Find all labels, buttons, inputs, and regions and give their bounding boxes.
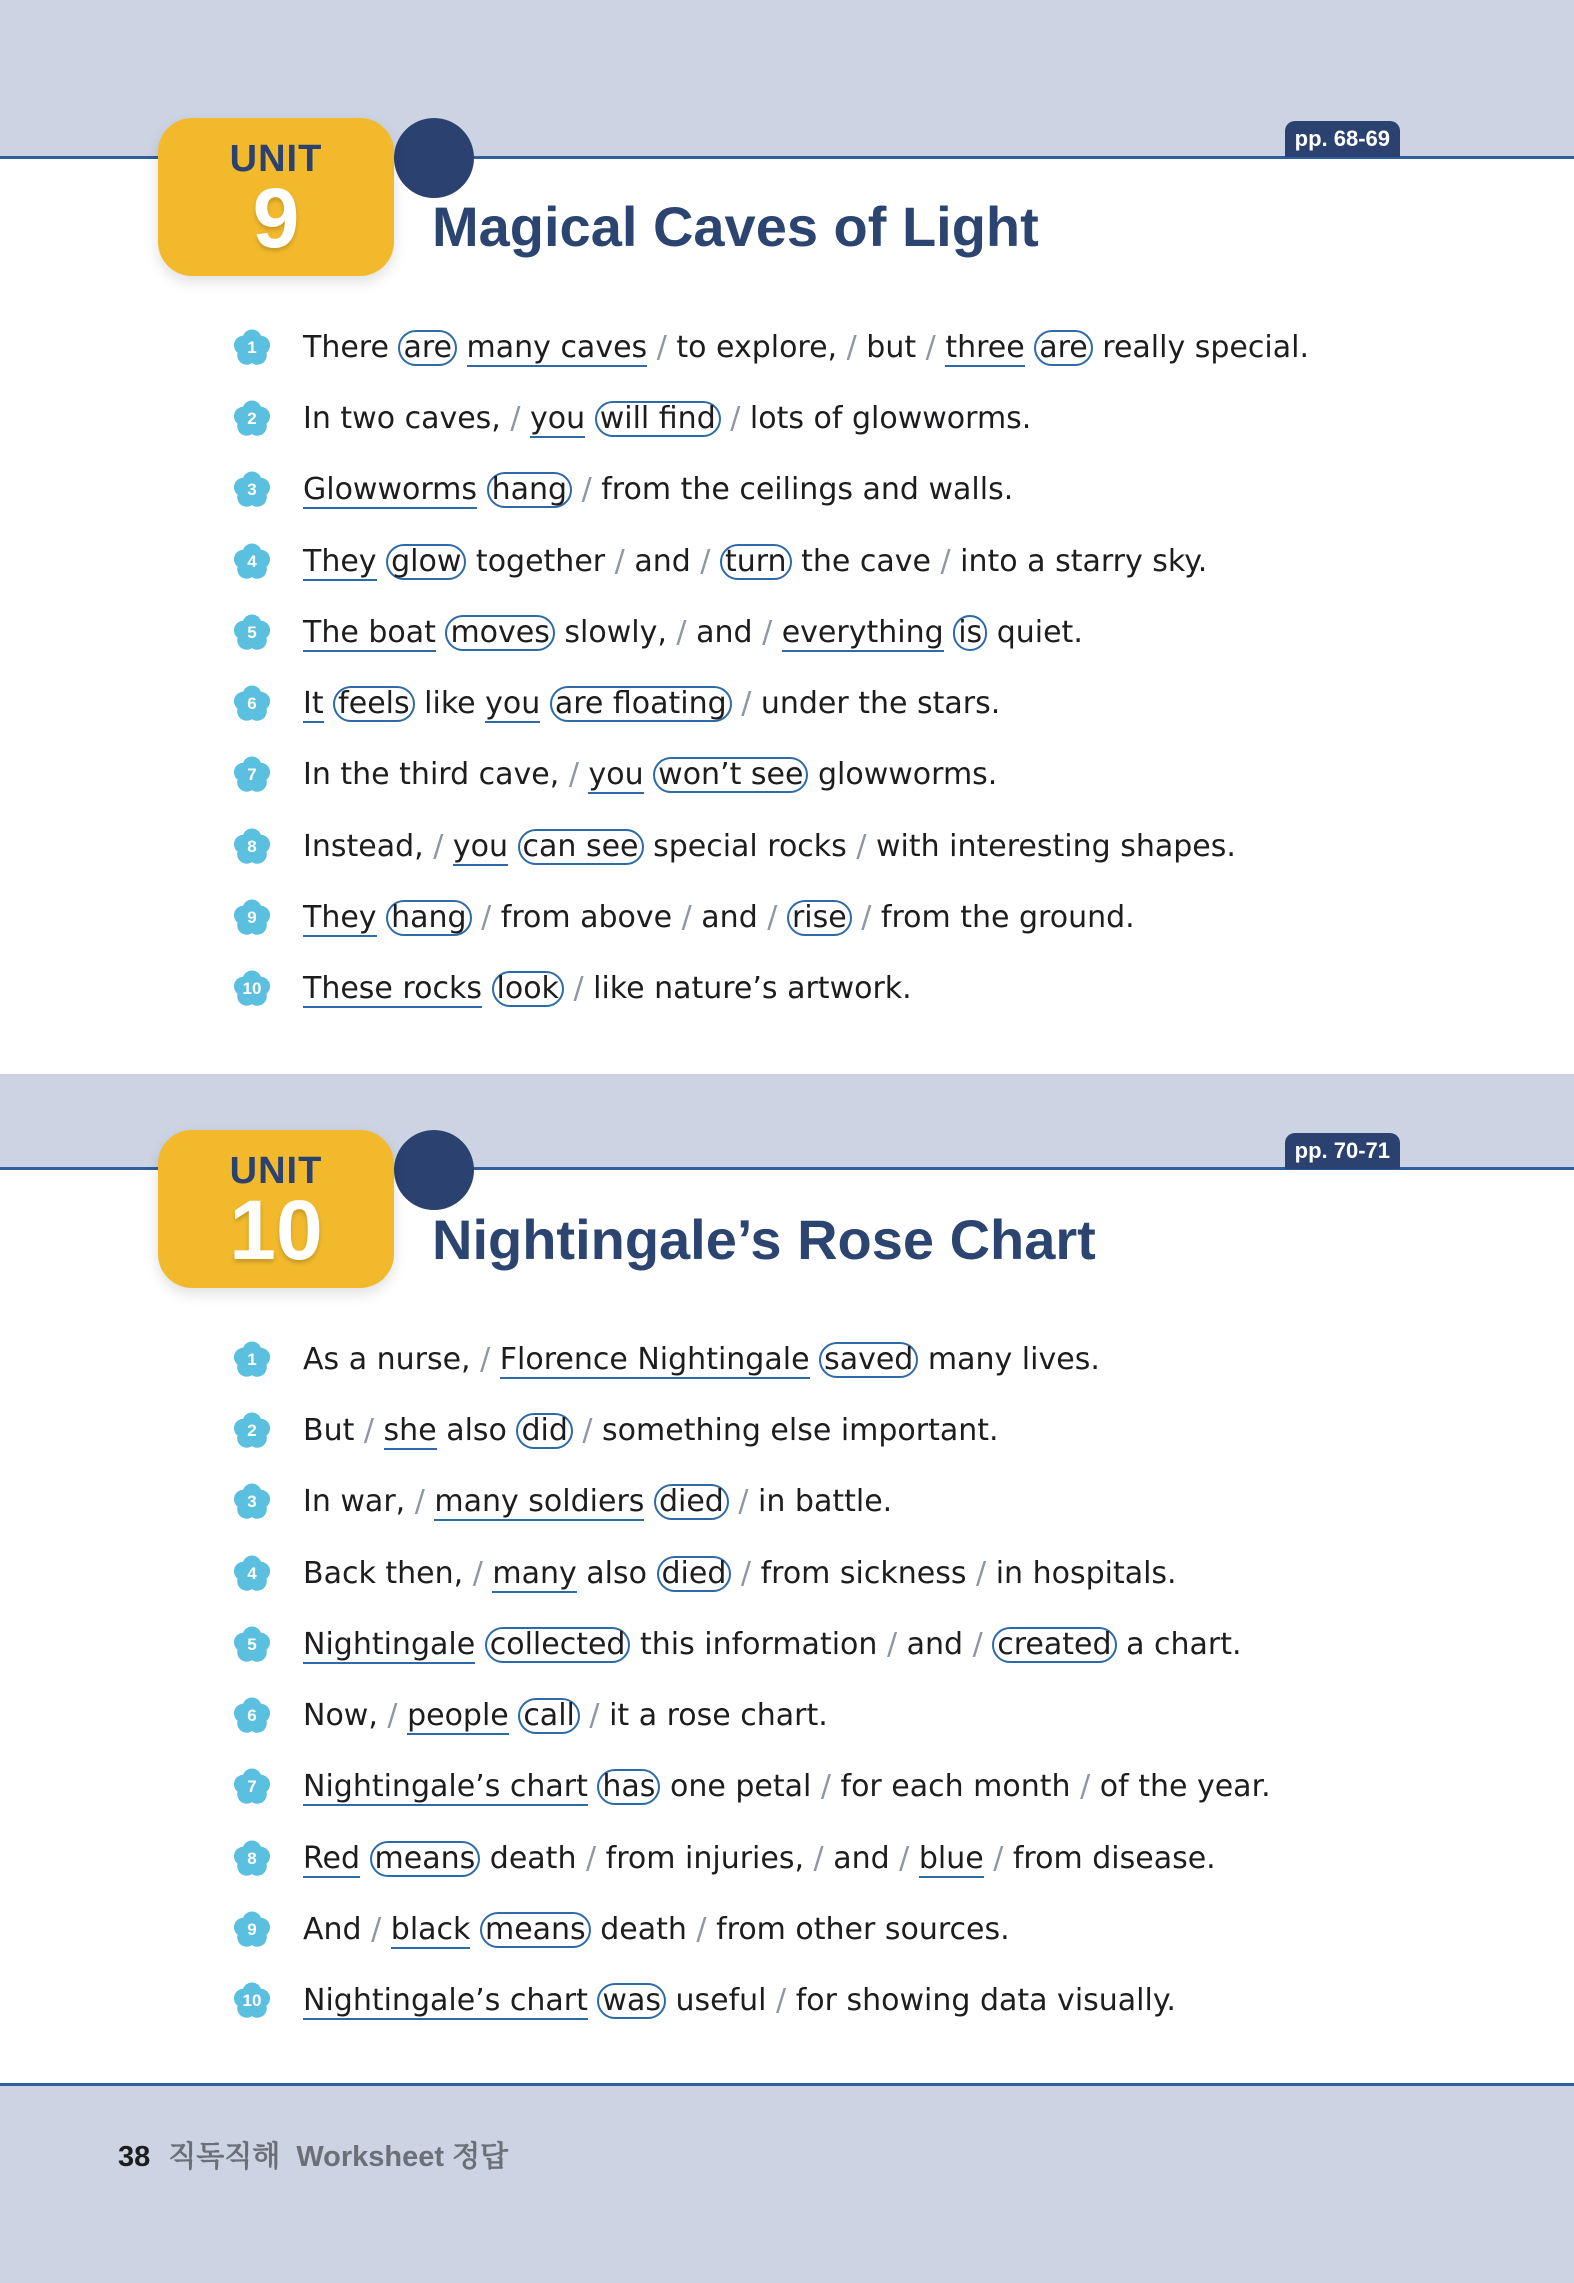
plain-text [540,684,550,724]
chunk-slash: / [752,614,782,650]
flower-number-icon [232,542,272,582]
plain-text: from sickness [760,1555,967,1591]
sentence-number: 5 [247,622,257,642]
subject-underline: three [945,329,1025,365]
plain-text: Back then, [303,1555,464,1591]
plain-text [457,328,467,368]
page-reference: pp. 70-71 [1285,1133,1400,1169]
sentence-number: 7 [247,1777,257,1797]
unit-10-badge [158,1130,394,1288]
plain-text [508,827,518,867]
page-footer [118,2134,508,2175]
verb-circle: died [657,1556,732,1592]
book-title: 직독직해 [168,2141,281,2173]
flower-number-icon [232,1981,272,2021]
unit-badge-box [158,1130,394,1288]
subject-underline: you [452,828,508,864]
sentence-number: 2 [247,408,257,428]
chunk-slash: / [731,1555,761,1591]
plain-text [588,1767,598,1807]
chunk-slash: / [966,1555,996,1591]
plain-text [585,399,595,439]
chunk-slash: / [889,1840,919,1876]
sentence-number: 8 [247,1848,257,1868]
sentence-number: 5 [247,1634,257,1654]
sentence-text [303,827,1236,867]
plain-text: There [303,329,399,365]
verb-circle: did [516,1413,572,1449]
subject-underline: everything [781,614,944,650]
subject-underline: Red [303,1840,360,1876]
plain-text [377,898,387,938]
flower-number-icon [232,1696,272,1736]
plain-text [360,1839,370,1879]
chunk-slash: / [470,1341,500,1377]
chunk-slash: / [766,1983,796,2019]
plain-text: it a rose chart. [609,1698,828,1734]
verb-circle: are [398,330,457,366]
flower-number-icon [232,898,272,938]
plain-text: glowworms. [808,757,998,793]
unit-number: 10 [229,1183,323,1277]
plain-text: really special. [1092,329,1309,365]
subject-underline: They [303,900,377,936]
plain-text: one petal [660,1769,812,1805]
chunk-slash: / [877,1626,907,1662]
chunk-slash: / [423,828,453,864]
chunk-slash: / [757,900,787,936]
plain-text: In two caves, [303,400,501,436]
chunk-slash: / [851,900,881,936]
flower-number-icon [232,1554,272,1594]
subject-underline: It [303,686,324,722]
chunk-slash: / [405,1484,435,1520]
verb-circle: hang [487,472,572,508]
unit-title: Magical Caves of Light [432,195,1039,258]
subject-underline: These rocks [303,971,482,1007]
sentence-text [303,1554,1177,1594]
subject-underline: Nightingale’s chart [303,1983,588,2019]
sentence-number: 4 [247,551,257,571]
chunk-slash: / [837,329,867,365]
flower-number-icon [232,755,272,795]
sentence-number: 3 [247,1492,257,1512]
verb-circle: has [597,1769,660,1805]
verb-circle: are [1034,330,1093,366]
page-reference: pp. 68-69 [1285,121,1400,157]
plain-text [588,1981,598,2021]
flower-number-icon [232,1767,272,1807]
verb-circle: turn [720,544,792,580]
plain-text: like nature’s artwork. [593,971,912,1007]
flower-number-icon [232,470,272,510]
sentence-text [303,399,1031,439]
plain-text: in hospitals. [995,1555,1177,1591]
plain-text: for each month [840,1769,1071,1805]
subject-underline: Florence Nightingale [499,1341,810,1377]
plain-text: special rocks [643,828,847,864]
plain-text [509,1696,519,1736]
verb-circle: feels [333,686,414,722]
flower-number-icon [232,328,272,368]
chunk-slash: / [572,1412,603,1448]
plain-text: something else important. [602,1412,999,1448]
plain-text [324,684,334,724]
flower-number-icon [232,613,272,653]
plain-text: and [906,1626,964,1662]
subject-underline: you [588,757,644,793]
sentence-number: 2 [247,1420,257,1440]
plain-text: a chart. [1116,1626,1242,1662]
sentence-number: 1 [247,1349,257,1369]
chunk-slash: / [579,1698,610,1734]
chunk-slash: / [728,1484,759,1520]
chunk-slash: / [811,1769,841,1805]
plain-text [477,470,487,510]
chunk-slash: / [605,543,635,579]
subject-underline: many [492,1555,577,1591]
plain-text: for showing data visually. [795,1983,1176,2019]
subject-underline: you [485,686,541,722]
sentence-text [303,898,1135,938]
flower-number-icon [232,1482,272,1522]
subject-underline: many soldiers [434,1484,645,1520]
unit-title: Nightingale’s Rose Chart [432,1208,1096,1271]
plain-text: from above [500,900,673,936]
verb-circle: means [370,1841,481,1877]
chunk-slash: / [500,400,531,436]
sentence-text [303,1910,1010,1950]
plain-text: and [696,614,753,650]
chunk-slash: / [672,900,702,936]
verb-circle: glow [386,544,466,580]
verb-circle: won’t see [653,757,808,793]
plain-text [810,1340,820,1380]
unit-label: UNIT [229,138,323,180]
plain-text: under the stars. [760,686,1001,722]
flower-number-icon [232,1340,272,1380]
subject-underline: she [383,1412,437,1448]
chunk-slash: / [983,1840,1013,1876]
plain-text: from the ground. [880,900,1135,936]
plain-text: in battle. [758,1484,893,1520]
sentence-text [303,328,1309,368]
plain-text: this information [630,1626,878,1662]
plain-text: As a nurse, [303,1341,471,1377]
chunk-slash: / [690,543,720,579]
plain-text: into a starry sky. [960,543,1208,579]
plain-text [470,1910,480,1950]
sentence-number: 8 [247,836,257,856]
subject-underline: Glowworms [303,472,478,508]
verb-circle: saved [819,1342,918,1378]
chunk-slash: / [963,1626,993,1662]
plain-text: to explore, [676,329,838,365]
subject-underline: Nightingale’s chart [303,1769,588,1805]
sentence-number: 10 [242,1991,262,2011]
sentence-text [303,1625,1242,1665]
subject-underline: people [407,1698,509,1734]
badge-tab-decoration [394,118,474,198]
sentence-number: 6 [247,1706,257,1726]
plain-text: and [701,900,758,936]
sentence-number: 9 [247,908,257,928]
plain-text: with interesting shapes. [876,828,1236,864]
chunk-slash: / [471,900,501,936]
flower-number-icon [232,1411,272,1451]
plain-text [377,542,387,582]
chunk-slash: / [572,472,602,508]
plain-text [644,755,654,795]
flower-number-icon [232,1910,272,1950]
verb-circle: call [518,1698,580,1734]
chunk-slash: / [559,757,589,793]
plain-text [644,1482,654,1522]
verb-circle: rise [787,900,852,936]
sentence-text [303,969,912,1009]
plain-text: many lives. [918,1341,1100,1377]
plain-text [436,613,446,653]
plain-text [482,969,492,1009]
plain-text: also [436,1412,517,1448]
verb-circle: can see [518,829,644,865]
plain-text: of the year. [1099,1769,1271,1805]
plain-text: lots of glowworms. [749,400,1032,436]
chunk-slash: / [563,971,594,1007]
chunk-slash: / [930,543,961,579]
verb-circle: look [492,971,564,1007]
sentence-number: 10 [242,979,262,999]
chunk-slash: / [720,400,750,436]
subject-underline: many caves [466,329,648,365]
sentence-text [303,1696,828,1736]
subject-underline: They [303,543,377,579]
plain-text: the cave [791,543,931,579]
sentence-text [303,613,1083,653]
footer-label: Worksheet 정답 [296,2141,509,2173]
sentence-text [303,470,1013,510]
sentence-text [303,1482,892,1522]
flower-number-icon [232,1839,272,1879]
verb-circle: created [992,1627,1116,1663]
sentence-text [303,1839,1216,1879]
sentence-text [303,1340,1100,1380]
unit-9-badge [158,118,394,276]
flower-number-icon [232,1625,272,1665]
sentence-text [303,1411,999,1451]
plain-text [944,613,954,653]
verb-circle: is [953,615,987,651]
chunk-slash: / [731,686,761,722]
plain-text: Now, [303,1698,378,1734]
plain-text: from disease. [1012,1840,1216,1876]
sentence-number: 1 [247,337,257,357]
plain-text: But [303,1412,355,1448]
plain-text [1025,328,1035,368]
plain-text: quiet. [987,614,1083,650]
sentence-number: 3 [247,480,257,500]
plain-text: useful [665,1983,767,2019]
flower-number-icon [232,827,272,867]
verb-circle: are floating [550,686,732,722]
unit-number: 9 [252,171,300,265]
chunk-slash: / [354,1412,384,1448]
sentence-number: 7 [247,765,257,785]
sentence-text [303,1767,1271,1807]
sentence-text [303,542,1207,582]
badge-tab-decoration [394,1130,474,1210]
chunk-slash: / [916,329,946,365]
plain-text: and [634,543,691,579]
chunk-slash: / [804,1840,834,1876]
subject-underline: black [390,1912,471,1948]
sentence-text [303,684,1000,724]
page-number: 38 [118,2141,151,2173]
subject-underline: Nightingale [303,1626,476,1662]
verb-circle: moves [445,615,554,651]
plain-text: from injuries, [605,1840,804,1876]
plain-text: and [833,1840,890,1876]
plain-text: from other sources. [716,1912,1010,1948]
plain-text: also [576,1555,657,1591]
verb-circle: hang [386,900,471,936]
verb-circle: collected [485,1627,631,1663]
plain-text: but [866,329,917,365]
chunk-slash: / [666,614,697,650]
chunk-slash: / [647,329,677,365]
unit-badge-box [158,118,394,276]
plain-text: death [590,1912,687,1948]
plain-text: And [303,1912,362,1948]
verb-circle: died [654,1484,729,1520]
chunk-slash: / [361,1912,391,1948]
chunk-slash: / [1070,1769,1100,1805]
chunk-slash: / [377,1698,408,1734]
chunk-slash: / [576,1840,606,1876]
sentence-text [303,755,997,795]
subject-underline: you [530,400,586,436]
plain-text: slowly, [554,614,667,650]
verb-circle: was [597,1983,666,2019]
plain-text [475,1625,485,1665]
plain-text: from the ceilings and walls. [601,472,1014,508]
plain-text: In war, [303,1484,406,1520]
plain-text: like [414,686,486,722]
chunk-slash: / [846,828,876,864]
sentence-text [303,1981,1176,2021]
sentence-number: 6 [247,694,257,714]
subject-underline: The boat [303,614,436,650]
flower-number-icon [232,969,272,1009]
plain-text: Instead, [303,828,424,864]
chunk-slash: / [686,1912,717,1948]
sentence-number: 9 [247,1920,257,1940]
flower-number-icon [232,399,272,439]
chunk-slash: / [463,1555,493,1591]
verb-circle: will find [595,401,721,437]
plain-text: In the third cave, [303,757,560,793]
verb-circle: means [480,1912,591,1948]
plain-text: together [466,543,606,579]
subject-underline: blue [918,1840,984,1876]
sentence-number: 4 [247,1563,257,1583]
unit-label: UNIT [229,1150,323,1192]
plain-text: death [480,1840,577,1876]
flower-number-icon [232,684,272,724]
